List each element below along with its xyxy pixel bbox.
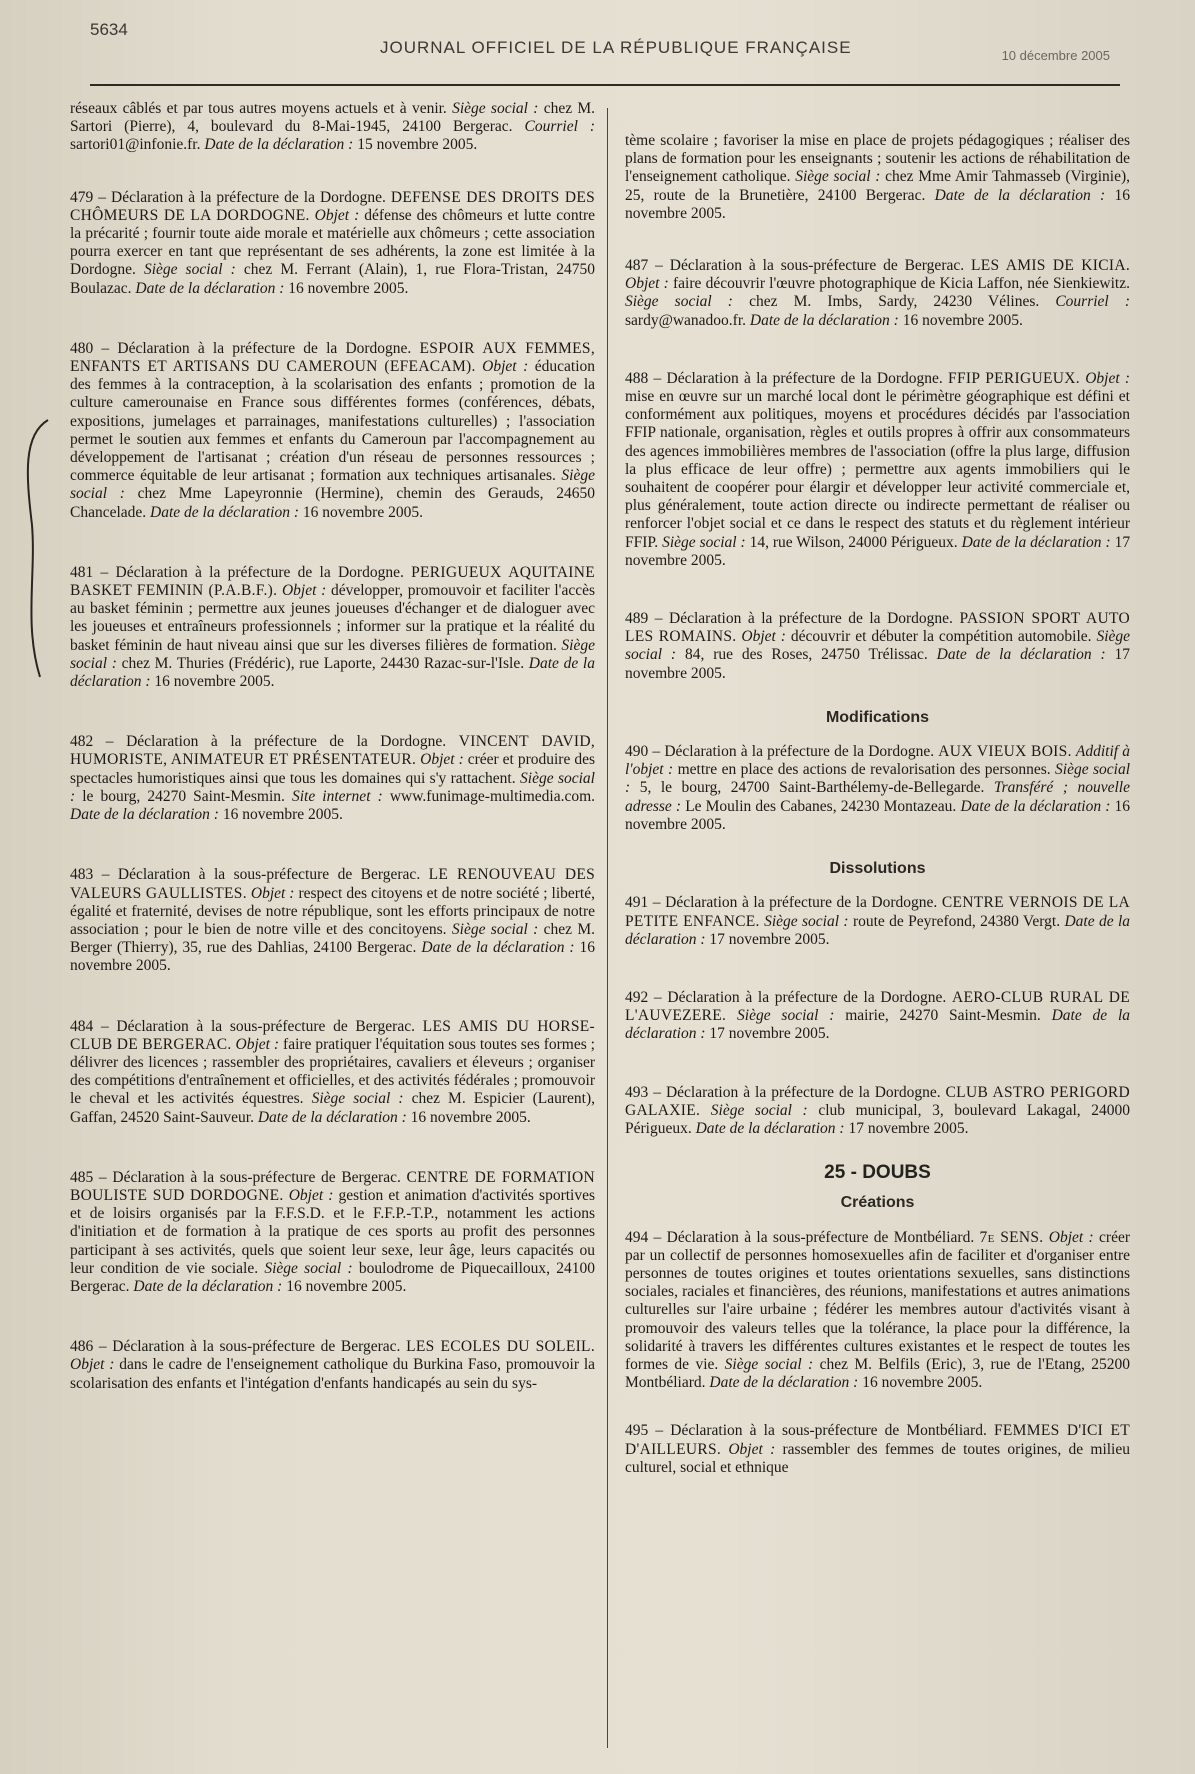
column-divider [607, 108, 608, 1748]
department-heading: 25 - DOUBS [824, 1162, 931, 1184]
association-entry: 489 – Déclaration à la préfecture de la Dordogne. PASSION SPORT AUTO LES ROMAINS. Objet : découvrir et débuter la compétition automobile. Siège social : 84, rue des Roses, 24750 Trélissac. Date de la déclaration : 17 novembre 2005. [625, 610, 1131, 682]
association-entry: 491 – Déclaration à la préfecture de la Dordogne. CENTRE VERNOIS DE LA PETITE ENFANCE. Siège social : route de Peyrefond, 24380 Vergt. Date de la déclaration : 17 novembre 2005. [625, 894, 1131, 948]
association-entry: 486 – Déclaration à la sous-préfecture de Bergerac. LES ECOLES DU SOLEIL. Objet : dans le cadre de l'enseignement catholique du Burkina Faso, promouvoir la scolarisation des enfants et l'intégation d'enfants handicapés au sein du sys- [70, 1338, 596, 1392]
association-entry: 495 – Déclaration à la sous-préfecture de Montbéliard. FEMMES D'ICI ET D'AILLEURS. Objet : rassembler des femmes de toutes origines, de milieu culturel, social et ethnique [625, 1422, 1131, 1476]
association-entry: 487 – Déclaration à la sous-préfecture de Bergerac. LES AMIS DE KICIA. Objet : faire découvrir l'œuvre photographique de Kicia Laffon, née Sienkiewitz. Siège social : chez M. Imbs, Sardy, 24230 Vélines. Courriel : sardy@wanadoo.fr. Date de la déclaration : 16 novembre 2005. [625, 257, 1131, 329]
right-column [625, 132, 1130, 1477]
association-entry: 480 – Déclaration à la préfecture de la Dordogne. ESPOIR AUX FEMMES, ENFANTS ET ARTISANS DU CAMEROUN (EFEACAM). Objet : éducation des femmes à la contraception, à la scolarisation des enfants ; promotion de la culture camerounaise en France sous différentes formes (conférences, débats, expositions, jumelages et parrainages, manifestations culturelles) ; l'association permet le soutien aux femmes et enfants du Cameroun par l'accompagnement au développement de l'artisanat ; création d'un réseau de personnes ressources ; commerce équitable de leur artisanat ; formation aux techniques artisanales. Siège social : chez Mme Lapeyronnie (Hermine), chemin des Gerauds, 24650 Chancelade. Date de la déclaration : 16 novembre 2005. [70, 339, 596, 521]
continued-entry: réseaux câblés et par tous autres moyens actuels et à venir. Siège social : chez M. Sartori (Pierre), 4, boulevard du 8-Mai-1945, 24100 Bergerac. Courriel : sartori01@infonie.fr. Date de la déclaration : 15 novembre 2005. [70, 100, 596, 154]
association-entry: 494 – Déclaration à la sous-préfecture de Montbéliard. 7e SENS. Objet : créer par un collectif de personnes homosexuelles afin de faciliter et d'organiser entre personnes de toutes origines et toutes orientations sexuelles, sans distinctions sociales, raciales et financières, des réunions, manifestations et autres animations culturelles sur l'aire urbaine ; fédérer les membres autour d'activités visant à promouvoir des valeurs telles que la tolérance, la place pour la différence, la solidarité à travers les différentes cultures existantes et le respect de toutes les formes de vie. Siège social : chez M. Belfils (Eric), 3, rue de l'Etang, 25200 Montbéliard. Date de la déclaration : 16 novembre 2005. [625, 1228, 1130, 1392]
association-entry: 490 – Déclaration à la préfecture de la Dordogne. AUX VIEUX BOIS. Additif à l'objet : mettre en place des actions de revalorisation des personnes. Siège social : 5, le bourg, 24700 Saint-Barthélemy-de-Bellegarde. Transféré ; nouvelle adresse : Le Moulin des Cabanes, 24230 Montazeau. Date de la déclaration : 16 novembre 2005. [625, 743, 1131, 833]
left-column [70, 100, 595, 1393]
association-entry: 488 – Déclaration à la préfecture de la Dordogne. FFIP PERIGUEUX. Objet : mise en œuvre sur un marché local dont le périmètre géographique est défini et conformément aux politiques, moyens et procédures décidés par l'association FFIP nationale, organisation, règles et outils propres à offrir aux consommateurs des agences immobilières membres de l'association (offre la plus large, diffusion la plus efficace de leur offre) ; permettre aux agents immobiliers qui le souhaitent de coopérer pour élargir et développer leur activité commerciale et, plus généralement, toute action directe ou indirecte permettant de réaliser ou renforcer l'objet social et ce dans le respect des statuts et du règlement intérieur FFIP. Siège social : 14, rue Wilson, 24000 Périgueux. Date de la déclaration : 17 novembre 2005. [625, 369, 1131, 569]
creations-heading: Créations [840, 1194, 915, 1212]
page-number: 5634 [90, 20, 128, 39]
continued-entry: tème scolaire ; favoriser la mise en place de projets pédagogiques ; réaliser des plans de formation pour les enseignants ; soutenir les actions de réhabilitation de l'enseignement catholique. Siège social : chez Mme Amir Tahmasseb (Virginie), 25, route de la Brunetière, 24100 Bergerac. Date de la déclaration : 16 novembre 2005. [625, 132, 1131, 222]
journal-title: JOURNAL OFFICIEL DE LA RÉPUBLIQUE FRANÇAISE [380, 38, 852, 57]
dissolutions-heading: Dissolutions [829, 860, 926, 878]
association-entry: 493 – Déclaration à la préfecture de la Dordogne. CLUB ASTRO PERIGORD GALAXIE. Siège social : club municipal, 3, boulevard Lakagal, 24000 Périgueux. Date de la déclaration : 17 novembre 2005. [625, 1083, 1131, 1137]
page-header [90, 18, 1120, 88]
header-date: 10 décembre 2005 [1001, 48, 1110, 63]
association-entry: 482 – Déclaration à la préfecture de la Dordogne. VINCENT DAVID, HUMORISTE, ANIMATEUR ET PRÉSENTATEUR. Objet : créer et produire des spectacles humoristiques ainsi que tous les domaines qui s'y rattachent. Siège social : le bourg, 24270 Saint-Mesmin. Site internet : www.funimage-multimedia.com. Date de la déclaration : 16 novembre 2005. [70, 733, 596, 824]
handwritten-bracket-mark [18, 415, 58, 685]
association-entry: 479 – Déclaration à la préfecture de la Dordogne. DEFENSE DES DROITS DES CHÔMEURS DE LA DORDOGNE. Objet : défense des chômeurs et lutte contre la précarité ; fournir toute aide morale et matérielle aux chômeurs ; cette association pourra exercer en tant que représentant de ses adhérents, la zone est limitée à la Dordogne. Siège social : chez M. Ferrant (Alain), 1, rue Flora-Tristan, 24750 Boulazac. Date de la déclaration : 16 novembre 2005. [70, 188, 596, 297]
association-entry: 492 – Déclaration à la préfecture de la Dordogne. AERO-CLUB RURAL DE L'AUVEZERE. Siège social : mairie, 24270 Saint-Mesmin. Date de la déclaration : 17 novembre 2005. [625, 988, 1131, 1043]
modifications-heading: Modifications [825, 708, 930, 726]
association-entry: 481 – Déclaration à la préfecture de la Dordogne. PERIGUEUX AQUITAINE BASKET FEMININ (P.A.B.F.). Objet : développer, promouvoir et faciliter l'accès au basket féminin ; permettre aux jeunes joueuses d'échanger et de dialoguer avec les joueuses et entraîneurs professionnels ; informer sur la pratique et la réalité du basket féminin de haut niveau ainsi que sur les diverses filières de formation. Siège social : chez M. Thuries (Frédéric), rue Laporte, 24430 Razac-sur-l'Isle. Date de la déclaration : 16 novembre 2005. [70, 563, 595, 691]
header-rule [90, 84, 1120, 86]
association-entry: 483 – Déclaration à la sous-préfecture de Bergerac. LE RENOUVEAU DES VALEURS GAULLISTES. Objet : respect des citoyens et de notre société ; liberté, égalité et fraternité, devises de notre république, sont les efforts principaux de notre association ; pour le bien de notre ville et des concitoyens. Siège social : chez M. Berger (Thierry), 35, rue des Dahlias, 24100 Bergerac. Date de la déclaration : 16 novembre 2005. [70, 866, 596, 975]
association-entry: 485 – Déclaration à la sous-préfecture de Bergerac. CENTRE DE FORMATION BOULISTE SUD DORDOGNE. Objet : gestion et animation d'activités sportives et de loisirs organisés par la F.F.S.D. et le F.F.P.-T.P., notamment les actions d'initiation et de formation à la pratique de ces sports au profit des personnes participant à ses activités, quels que soient leur sexe, leur âge, leurs capacités ou leur condition de vie sociale. Siège social : boulodrome de Piquecailloux, 24100 Bergerac. Date de la déclaration : 16 novembre 2005. [70, 1168, 596, 1295]
association-entry: 484 – Déclaration à la sous-préfecture de Bergerac. LES AMIS DU HORSE-CLUB DE BERGERAC. Objet : faire pratiquer l'équitation sous toutes ses formes ; délivrer des licences ; rassembler des propriétaires, cavaliers et éleveurs ; organiser des compétitions d'entraînement et officielles, et des activités fédérales ; promouvoir le cheval et les activités équestres. Siège social : chez M. Espicier (Laurent), Gaffan, 24520 Saint-Sauveur. Date de la déclaration : 16 novembre 2005. [70, 1017, 596, 1126]
